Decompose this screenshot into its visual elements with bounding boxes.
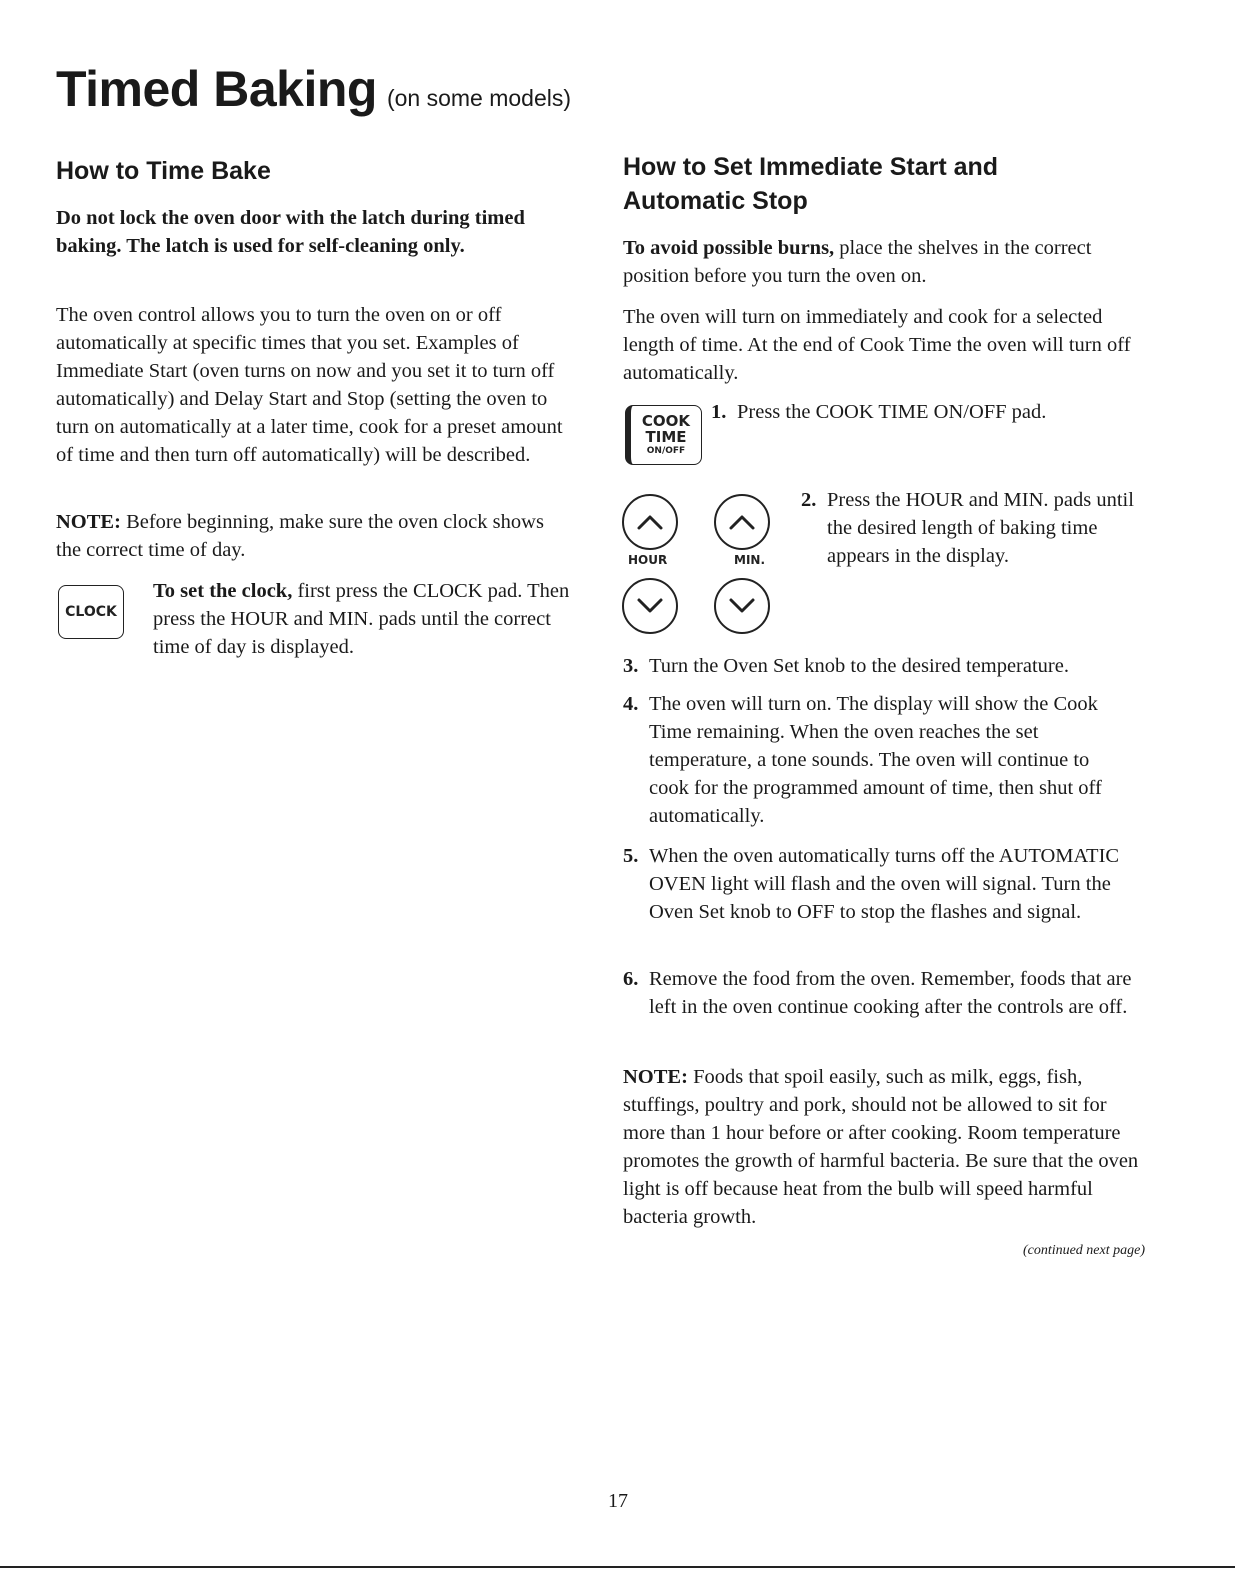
- food-safety-note: [623, 1063, 1148, 1231]
- step-4-number: 4.: [623, 693, 639, 715]
- set-clock-text: first press the CLOCK pad. Then press the HOUR and MIN. pads until the correct time of day is displayed.: [153, 580, 570, 658]
- cook-key-line2: TIME: [645, 427, 687, 446]
- step-6: [623, 965, 1133, 1021]
- latch-warning: Do not lock the oven door with the latch during timed baking. The latch is used for self-cleaning only.: [56, 207, 525, 257]
- min-label: MIN.: [734, 553, 766, 567]
- immediate-start-paragraph: The oven will turn on immediately and cook for a selected length of time. At the end of Cook Time the oven will turn off automatically.: [623, 306, 1131, 384]
- footer-rule: [0, 1566, 1235, 1568]
- cook-key-line3: ON/OFF: [646, 445, 686, 456]
- left-note: [56, 508, 556, 564]
- cook-key-line1: COOK: [641, 411, 691, 430]
- step-4-text: The oven will turn on. The display will show the Cook Time remaining. When the oven reaches the set temperature, a tone sounds. The oven will continue to cook for the programmed amount of time, then shut off automatically.: [649, 693, 1102, 827]
- step-6-number: 6.: [623, 968, 639, 990]
- step-2-number: 2.: [801, 489, 817, 511]
- step-1-number: 1.: [711, 401, 727, 423]
- step-3-text: Turn the Oven Set knob to the desired temperature.: [649, 655, 1069, 677]
- set-clock-instruction: [153, 577, 583, 661]
- min-down-icon: [714, 578, 770, 634]
- clock-key-icon: [58, 585, 124, 639]
- hour-up-icon: [622, 494, 678, 550]
- cook-time-key-icon: [625, 405, 702, 465]
- right-heading-line2: Automatic Stop: [623, 187, 808, 215]
- step-5-text: When the oven automatically turns off the AUTOMATIC OVEN light will flash and the oven will signal. Turn the Oven Set knob to OFF to stop the flashes and signal.: [649, 845, 1120, 923]
- left-note-label: NOTE:: [56, 511, 121, 533]
- right-heading-line1: How to Set Immediate Start and: [623, 153, 999, 181]
- step-3-number: 3.: [623, 655, 639, 677]
- food-safety-note-text: Foods that spoil easily, such as milk, eggs, fish, stuffings, poultry and pork, should not be allowed to sit for more than 1 hour before or after cooking. Room temperature promotes the growth of harmful bacteria. Be sure that the oven light is off because heat from the bulb will speed harmful bacteria growth.: [623, 1066, 1139, 1228]
- step-1-text: Press the COOK TIME ON/OFF pad.: [737, 401, 1047, 423]
- page-title: [56, 60, 571, 118]
- step-4: [623, 690, 1123, 830]
- set-clock-bold: To set the clock,: [153, 580, 293, 602]
- left-note-text: Before beginning, make sure the oven clock shows the correct time of day.: [56, 511, 544, 561]
- page-title-main: Timed Baking: [56, 61, 377, 117]
- step-3: [623, 652, 1143, 680]
- step-6-text: Remove the food from the oven. Remember, foods that are left in the oven continue cooking after the controls are off.: [649, 968, 1132, 1018]
- clock-key-label: CLOCK: [65, 604, 117, 620]
- hour-label: HOUR: [628, 553, 668, 567]
- step-5-number: 5.: [623, 845, 639, 867]
- step-2-text: Press the HOUR and MIN. pads until the desired length of baking time appears in the display.: [827, 489, 1134, 567]
- page-title-subtitle: (on some models): [386, 85, 572, 111]
- right-section-heading: [623, 150, 1143, 218]
- continued-note: (continued next page): [1022, 1243, 1145, 1258]
- left-section-heading: How to Time Bake: [56, 157, 271, 185]
- food-safety-note-label: NOTE:: [623, 1066, 688, 1088]
- step-2: [801, 486, 1146, 570]
- page-number: 17: [608, 1490, 628, 1512]
- burns-warning-text: place the shelves in the correct position before you turn the oven on.: [623, 237, 1092, 287]
- step-5: [623, 842, 1138, 926]
- intro-paragraph: The oven control allows you to turn the oven on or off automatically at specific times that you set. Examples of Immediate Start (oven turns on now and you set it to turn off automatically) and Delay Start and Stop (setting the oven to turn on automatically at a later time, cook for a preset amount of time and then turn off automatically) will be described.: [56, 304, 563, 466]
- min-up-icon: [714, 494, 770, 550]
- burns-warning-bold: To avoid possible burns,: [623, 237, 835, 259]
- hour-down-icon: [622, 578, 678, 634]
- step-1: [711, 398, 1131, 426]
- burns-warning: [623, 234, 1123, 290]
